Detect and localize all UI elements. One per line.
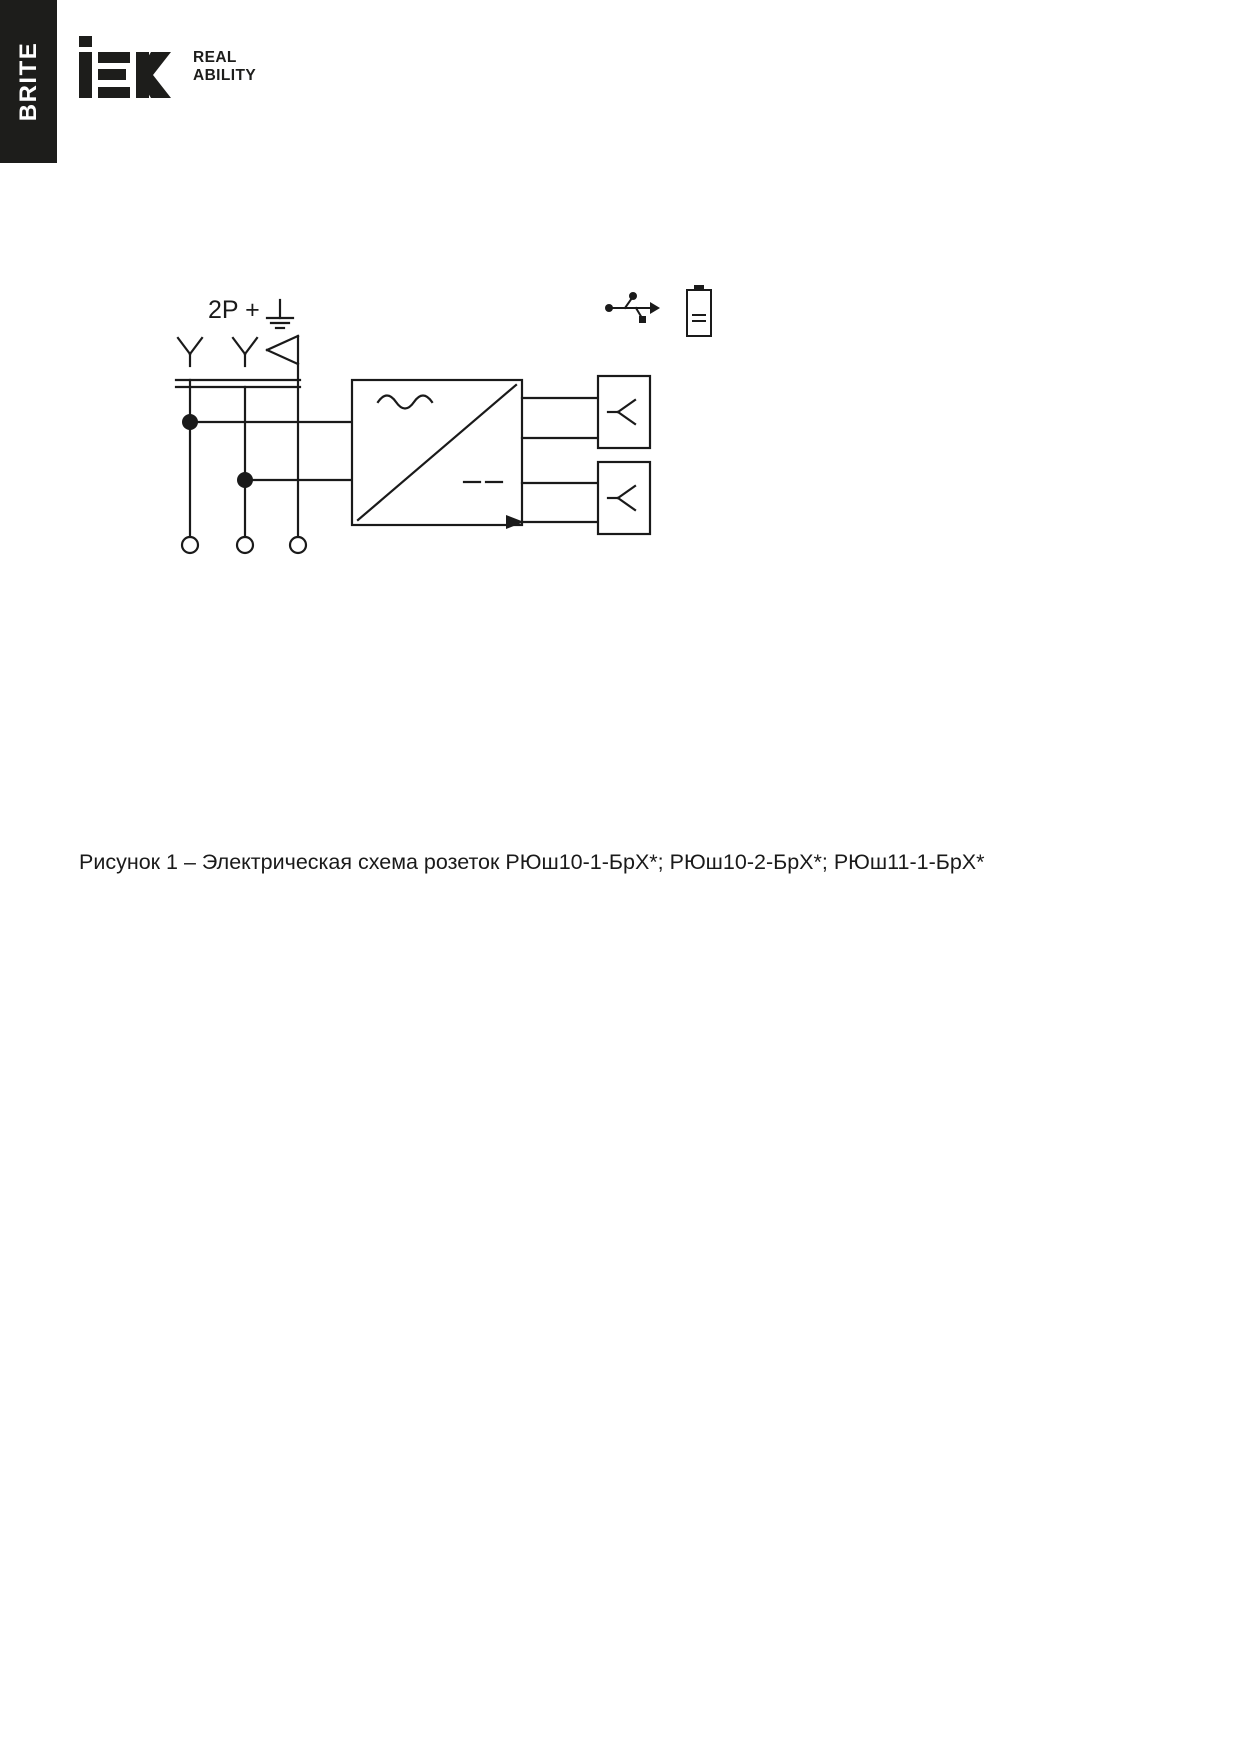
brand-side-tab [0,0,57,163]
wiring-diagram [120,270,820,590]
diagram-label-2p: 2P + [208,296,260,324]
junction-l [182,414,198,430]
usb-port-upper [598,376,650,448]
junction-n [237,472,253,488]
brand-side-tab-label: BRITE [15,41,42,122]
usb-icon [605,292,660,323]
contact-n [233,338,257,366]
terminal-n [237,537,253,553]
contact-pe [267,336,298,380]
terminal-pe [290,537,306,553]
ground-symbol [267,300,293,328]
logo-tagline-line2: ABILITY [193,67,257,84]
logo-tagline [193,49,256,86]
battery-icon [687,285,711,336]
logo-tagline-line1: REAL [193,48,237,66]
usb-port-lower [598,462,650,534]
company-logo [79,36,256,98]
figure-caption: Рисунок 1 – Электрическая схема розеток РЮш10-1-БрХ*; РЮш10-2-БрХ*; РЮш11-1-БрХ* [79,850,985,874]
contact-l [178,338,202,366]
iek-logo-icon [79,36,179,98]
terminal-l [182,537,198,553]
